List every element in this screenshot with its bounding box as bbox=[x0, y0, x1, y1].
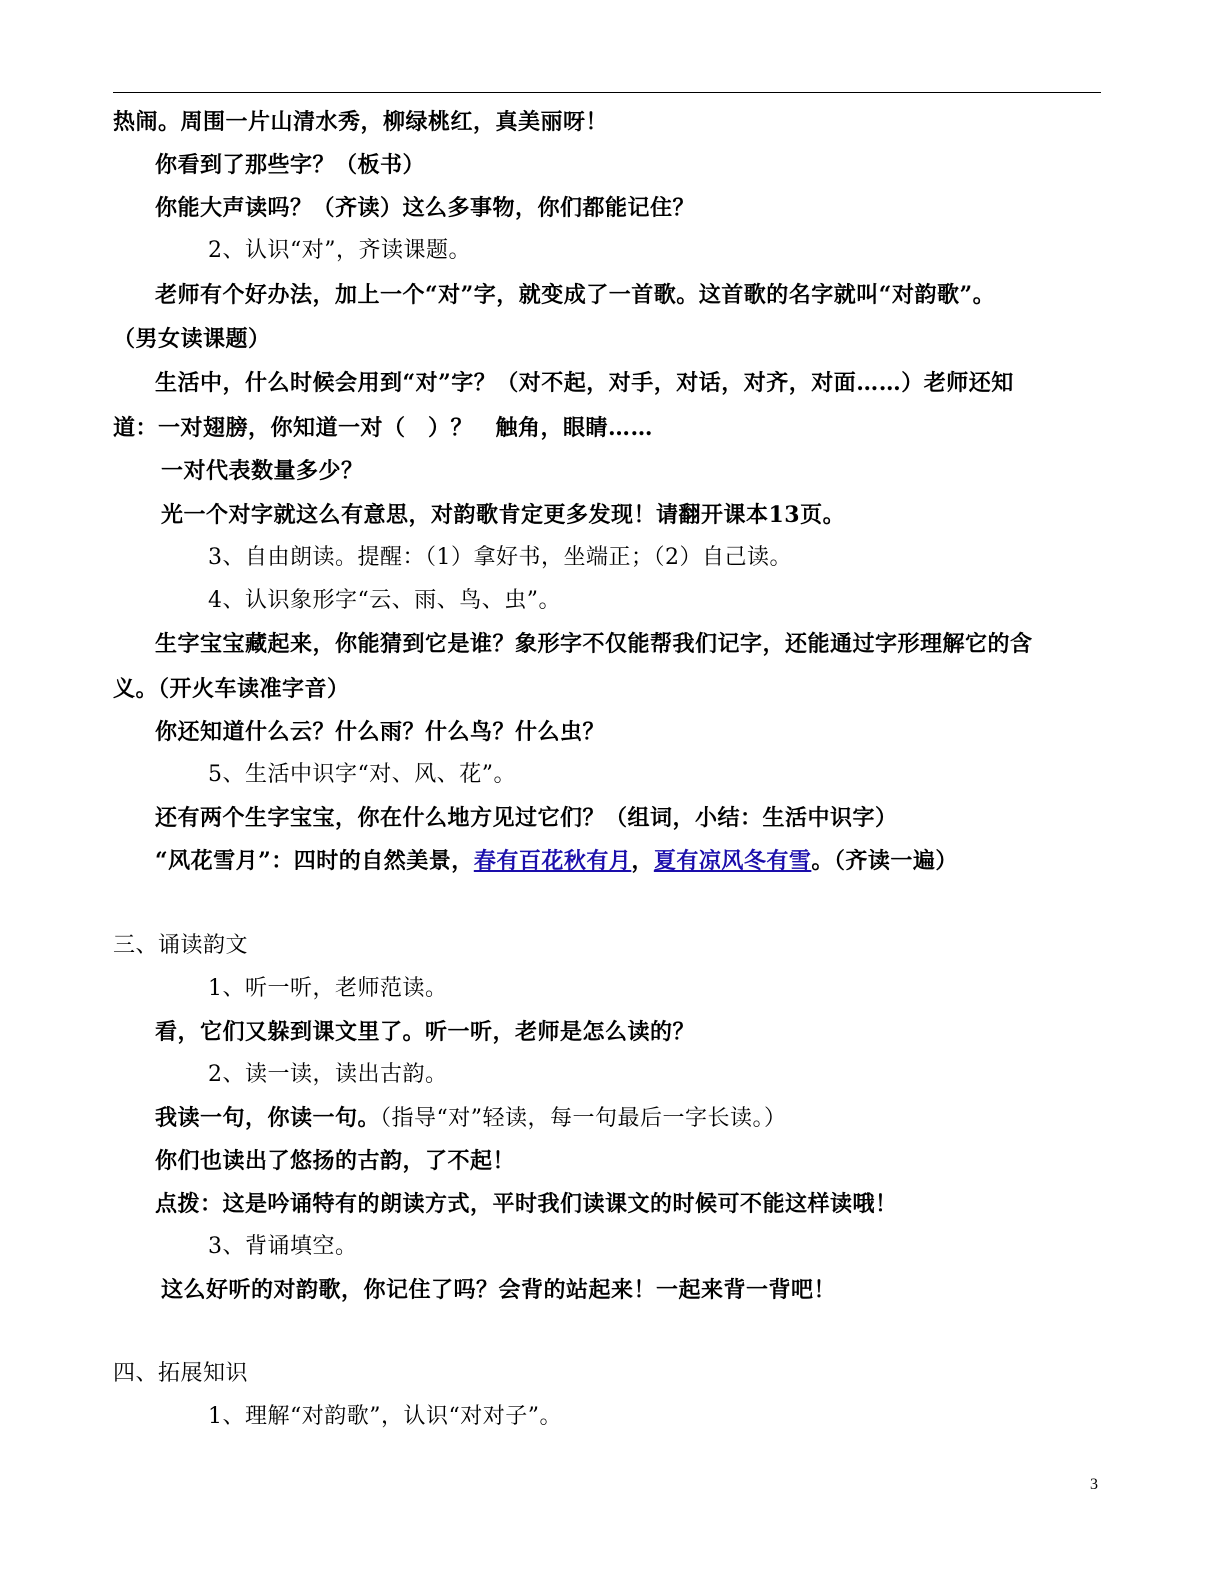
text-line-18 bbox=[155, 846, 958, 876]
link-spring-autumn[interactable]: 春有百花秋有月 bbox=[473, 848, 632, 874]
text-line-17: 还有两个生字宝宝，你在什么地方见过它们？（组词，小结：生活中识字） bbox=[155, 805, 898, 831]
text-line-26: 这么好听的对韵歌，你记住了吗？会背的站起来！一起来背一背吧！ bbox=[161, 1277, 837, 1303]
text-line-6: （男女读课题） bbox=[113, 326, 271, 352]
text-line-22-bold: 我读一句，你读一句。 bbox=[155, 1105, 381, 1131]
text-line-15: 你还知道什么云？什么雨？什么鸟？什么虫？ bbox=[155, 719, 606, 745]
text-line-14: 义。（开火车读准字音） bbox=[113, 676, 350, 702]
text-line-3: 你能大声读吗？（齐读）这么多事物，你们都能记住？ bbox=[155, 195, 696, 221]
step-1-understand: 1、理解“对韵歌”，认识“对对子”。 bbox=[208, 1404, 562, 1429]
link-summer-winter[interactable]: 夏有凉风冬有雪 bbox=[653, 848, 812, 874]
text-line-1: 热闹。周围一片山清水秀，柳绿桃红，真美丽呀！ bbox=[113, 109, 609, 135]
text-line-23: 你们也读出了悠扬的古韵，了不起！ bbox=[155, 1148, 516, 1174]
step-1-listen: 1、听一听，老师范读。 bbox=[208, 976, 448, 1001]
text-line-18-comma: ， bbox=[631, 848, 654, 874]
step-2-heading: 2、认识“对”，齐读课题。 bbox=[208, 238, 471, 263]
step-3-heading: 3、自由朗读。提醒：（1）拿好书，坐端正；（2）自己读。 bbox=[208, 545, 792, 570]
text-line-5: 老师有个好办法，加上一个“对”字，就变成了一首歌。这首歌的名字就叫“对韵歌”。 bbox=[155, 282, 996, 308]
step-5-heading: 5、生活中识字“对、风、花”。 bbox=[208, 762, 516, 787]
text-line-9: 一对代表数量多少？ bbox=[161, 458, 364, 484]
text-line-18-tail: 。（齐读一遍） bbox=[811, 848, 958, 874]
text-line-18-lead: “风花雪月”：四时的自然美景， bbox=[155, 848, 474, 874]
text-line-22-note: （指导“对”轻读，每一句最后一字长读。） bbox=[380, 1106, 787, 1131]
text-line-8: 道：一对翅膀，你知道一对（ ）？ 触角，眼睛…… bbox=[113, 415, 654, 441]
step-2-read: 2、读一读，读出古韵。 bbox=[208, 1062, 448, 1087]
text-line-7: 生活中，什么时候会用到“对”字？（对不起，对手，对话，对齐，对面……）老师还知 bbox=[155, 370, 1014, 396]
step-4-heading: 4、认识象形字“云、雨、鸟、虫”。 bbox=[208, 588, 561, 613]
step-3-recite: 3、背诵填空。 bbox=[208, 1234, 358, 1259]
header-rule bbox=[113, 92, 1101, 93]
section-3-heading: 三、诵读韵文 bbox=[113, 933, 249, 958]
text-line-13: 生字宝宝藏起来，你能猜到它是谁？象形字不仅能帮我们记字，还能通过字形理解它的含 bbox=[155, 631, 1033, 657]
text-line-10: 光一个对字就这么有意思，对韵歌肯定更多发现！请翻开课本13页。 bbox=[161, 502, 846, 528]
section-4-heading: 四、拓展知识 bbox=[113, 1361, 249, 1386]
text-line-2: 你看到了那些字？（板书） bbox=[155, 152, 426, 178]
text-line-22 bbox=[155, 1103, 787, 1134]
text-line-20: 看，它们又躲到课文里了。听一听，老师是怎么读的？ bbox=[155, 1019, 696, 1045]
text-line-24: 点拨：这是吟诵特有的朗读方式，平时我们读课文的时候可不能这样读哦！ bbox=[155, 1191, 898, 1217]
page-number: 3 bbox=[1090, 1476, 1098, 1493]
